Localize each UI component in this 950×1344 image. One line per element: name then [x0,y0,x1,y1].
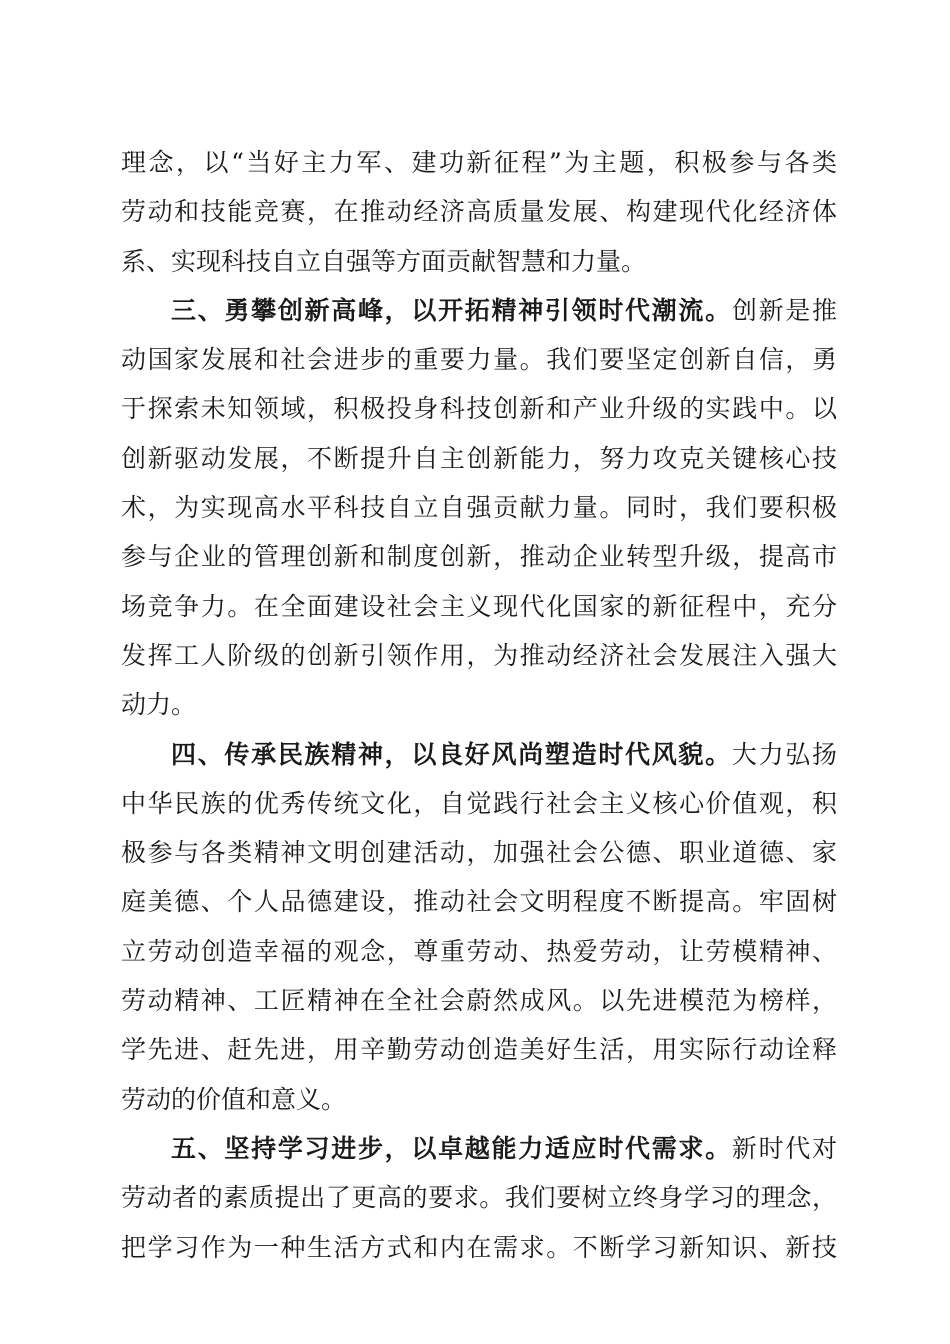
section-five-text: 新时代对 [731,1133,837,1163]
section-three-text: 创新是推 [731,295,837,325]
section-five-first-line [121,1124,837,1173]
text-line: 动国家发展和社会进步的重要力量。我们要坚定创新自信，勇 [121,345,837,375]
text-line: 劳动的价值和意义。 [121,1084,347,1114]
document-body [121,138,837,1272]
section-three-first-line [121,286,837,335]
text-line: 学先进、赶先进，用辛勤劳动创造美好生活，用实际行动诠释 [121,1035,837,1065]
text-line: 场竞争力。在全面建设社会主义现代化国家的新征程中，充分 [121,591,837,621]
text-line: 参与企业的管理创新和制度创新，推动企业转型升级，提高市 [121,542,837,572]
text-line: 创新驱动发展，不断提升自主创新能力，努力攻克关键核心技 [121,443,837,473]
text-line: 庭美德、个人品德建设，推动社会文明程度不断提高。牢固树 [121,887,837,917]
section-three-heading: 三、勇攀创新高峰，以开拓精神引领时代潮流。 [171,295,732,325]
text-line: 把学习作为一种生活方式和内在需求。不断学习新知识、新技 [121,1232,837,1262]
text-line: 理念，以“当好主力军、建功新征程”为主题，积极参与各类 [121,148,837,177]
text-line: 于探索未知领域，积极投身科技创新和产业升级的实践中。以 [121,394,837,424]
text-line: 发挥工人阶级的创新引领作用，为推动经济社会发展注入强大 [121,640,837,670]
section-four-heading: 四、传承民族精神，以良好风尚塑造时代风貌。 [171,739,732,769]
text-line: 立劳动创造幸福的观念，尊重劳动、热爱劳动，让劳模精神、 [121,936,837,966]
text-line: 极参与各类精神文明创建活动，加强社会公德、职业道德、家 [121,838,837,868]
section-four-first-line [121,730,837,779]
text-line: 系、实现科技自立自强等方面贡献智慧和力量。 [121,246,647,276]
text-line: 动力。 [121,690,197,720]
text-line: 劳动精神、工匠精神在全社会蔚然成风。以先进模范为榜样， [121,986,837,1016]
text-line: 中华民族的优秀传统文化，自觉践行社会主义核心价值观，积 [121,788,837,818]
section-four-text: 大力弘扬 [731,739,837,769]
text-line: 劳动者的素质提出了更高的要求。我们要树立终身学习的理念， [121,1183,837,1213]
text-line: 术，为实现高水平科技自立自强贡献力量。同时，我们要积极 [121,493,837,523]
text-line: 劳动和技能竞赛，在推动经济高质量发展、构建现代化经济体 [121,197,837,227]
section-five-heading: 五、坚持学习进步，以卓越能力适应时代需求。 [171,1133,732,1163]
